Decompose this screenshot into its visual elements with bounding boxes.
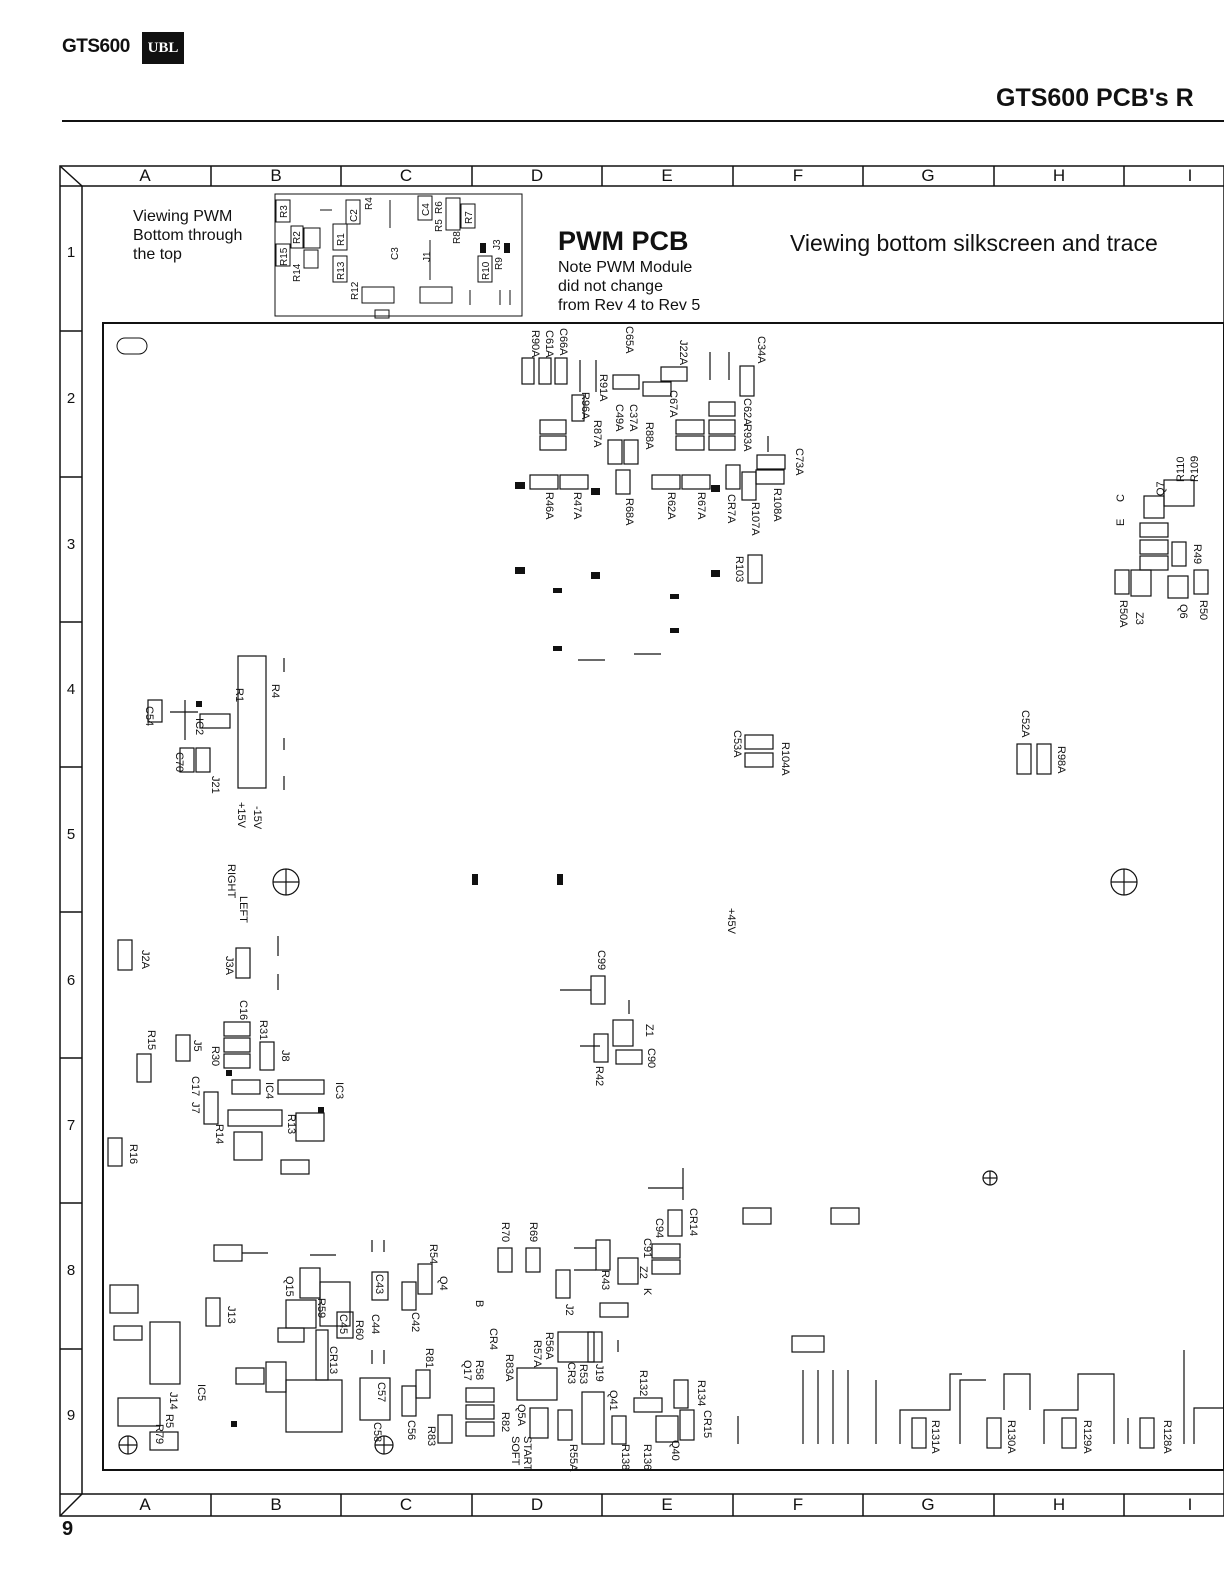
label-R107A: R107A [749, 502, 761, 536]
col-footer-D: D [530, 1495, 544, 1514]
row-header-8: 8 [66, 1262, 76, 1279]
inset-R12: R12 [350, 281, 361, 300]
inset-R1: R1 [336, 233, 347, 246]
row-header-9: 9 [66, 1407, 76, 1424]
inset-J3: J3 [492, 239, 503, 250]
label-R14: R14 [213, 1124, 225, 1145]
label-J3A: J3A [223, 956, 235, 975]
page-title: GTS600 PCB's R [996, 84, 1194, 112]
inset-R3: R3 [279, 205, 290, 218]
label-R54: R54 [427, 1244, 439, 1265]
label-R58: R58 [473, 1360, 485, 1381]
label-R43: R43 [599, 1270, 611, 1291]
label-CR14: CR14 [687, 1208, 699, 1237]
mounting-holes [119, 869, 1137, 1454]
inset-C2: C2 [349, 209, 360, 222]
label-R128A: R128A [1161, 1420, 1173, 1454]
col-footer-G: G [921, 1495, 935, 1514]
col-header-E: E [661, 166, 673, 185]
label-C17: C17 [189, 1076, 201, 1097]
inset-C3: C3 [390, 247, 401, 260]
label-C52A: C52A [1019, 710, 1031, 738]
label-LEFT: LEFT [237, 896, 249, 923]
label-R42: R42 [593, 1066, 605, 1087]
label-R81: R81 [423, 1348, 435, 1369]
inset-R2: R2 [292, 231, 303, 244]
label-R16: R16 [127, 1144, 139, 1165]
label-R62A: R62A [665, 492, 677, 520]
component-bodies [108, 358, 1208, 1450]
inset-R7: R7 [464, 211, 475, 224]
label-R53: R53 [577, 1364, 589, 1385]
label-C58: C58 [371, 1422, 383, 1443]
label-plus45v: +45V [725, 908, 737, 934]
inset-R13: R13 [336, 261, 347, 280]
label-C16: C16 [237, 1000, 249, 1021]
label-C61A: C61A [543, 330, 555, 358]
inset-R14: R14 [292, 263, 303, 282]
label-R56A: R56A [543, 1332, 555, 1360]
label-C42: C42 [409, 1312, 421, 1333]
label-C: C [1115, 494, 1127, 502]
label-R1: R1 [233, 688, 245, 703]
inset-R6: R6 [434, 201, 445, 214]
col-header-G: G [921, 166, 935, 185]
label-Z3: Z3 [1133, 612, 1145, 625]
label-CR13: CR13 [327, 1346, 339, 1375]
label-R131A: R131A [929, 1420, 941, 1454]
label-Q6: Q6 [1177, 604, 1189, 619]
label-R110: R110 [1175, 456, 1187, 482]
label-C65A: C65A [623, 326, 635, 354]
label-C91: C91 [641, 1238, 653, 1259]
label-IC5: IC5 [195, 1384, 207, 1402]
label-R83: R83 [425, 1426, 437, 1447]
label-R60: R60 [353, 1320, 365, 1341]
label-R134: R134 [695, 1380, 707, 1407]
inset-C4: C4 [421, 203, 432, 216]
label-R138: R138 [619, 1444, 631, 1471]
label-C66A: C66A [557, 328, 569, 356]
col-header-F: F [792, 166, 804, 185]
col-footer-H: H [1052, 1495, 1066, 1514]
label-R55A: R55A [567, 1444, 579, 1472]
inset-R8: R8 [452, 231, 463, 244]
label-R79: R79 [153, 1424, 165, 1445]
label-C99: C99 [595, 950, 607, 971]
label-C44: C44 [369, 1314, 381, 1335]
label-plus15v: +15V [235, 802, 247, 828]
label-C67A: C67A [667, 390, 679, 418]
page-number: 9 [62, 1518, 74, 1540]
label-R57A: R57A [531, 1340, 543, 1368]
label-R70: R70 [499, 1222, 511, 1243]
label-CR15: CR15 [701, 1410, 713, 1439]
inset-R4: R4 [364, 197, 375, 210]
label-J19: J19 [593, 1364, 605, 1382]
label-C53A: C53A [731, 730, 743, 758]
row-header-5: 5 [66, 826, 76, 843]
label-J2A: J2A [139, 950, 151, 969]
label-SOFT: SOFT [509, 1436, 521, 1466]
label-R90A: R90A [529, 330, 541, 358]
label-CR7A: CR7A [725, 494, 737, 524]
label-Q15: Q15 [283, 1276, 295, 1297]
label-J5: J5 [191, 1040, 203, 1052]
col-footer-B: B [270, 1495, 282, 1514]
label-Q4: Q4 [437, 1276, 449, 1291]
label-R87A: R87A [591, 420, 603, 448]
label-R59: R59 [315, 1298, 327, 1319]
label-R46A: R46A [543, 492, 555, 520]
label-IC3: IC3 [333, 1082, 345, 1100]
label-E: E [1115, 518, 1127, 526]
label-START: START [521, 1436, 533, 1472]
label-J2: J2 [563, 1304, 575, 1316]
label-R30: R30 [209, 1046, 221, 1067]
label-R31: R31 [257, 1020, 269, 1041]
col-header-I: I [1187, 166, 1193, 185]
label-R88A: R88A [643, 422, 655, 450]
label-Q7: Q7 [1155, 481, 1167, 496]
label-R130A: R130A [1005, 1420, 1017, 1454]
inset-R15: R15 [279, 247, 290, 266]
label-R93A: R93A [741, 424, 753, 452]
row-header-3: 3 [66, 536, 76, 553]
label-B: B [473, 1300, 485, 1308]
label-R15: R15 [145, 1030, 157, 1051]
label-R47A: R47A [571, 492, 583, 520]
label-J8: J8 [279, 1050, 291, 1062]
row-header-2: 2 [66, 390, 76, 407]
label-R50A: R50A [1117, 600, 1129, 628]
label-R49: R49 [1191, 544, 1203, 565]
label-R103: R103 [733, 556, 745, 583]
label-Q41: Q41 [607, 1390, 619, 1411]
inset-J1: J1 [422, 251, 433, 262]
viewing-pwm-note: Viewing PWM Bottom through the top [133, 208, 243, 263]
col-header-B: B [270, 166, 282, 185]
label-R136: R136 [641, 1444, 653, 1471]
label-R109: R109 [1189, 455, 1201, 482]
pwm-module-note: Note PWM Module did not change from Rev 4 to Rev 5 [558, 259, 701, 314]
label-J21: J21 [209, 776, 221, 794]
pwm-pcb-title: PWM PCB [558, 226, 689, 256]
jbl-logo: UBL [142, 32, 184, 64]
label-R68A: R68A [623, 498, 635, 526]
col-header-D: D [530, 166, 544, 185]
label-R98A: R98A [1055, 746, 1067, 774]
label-R13: R13 [285, 1114, 297, 1135]
label-C54: C54 [143, 706, 155, 727]
board-outline [103, 323, 1224, 1470]
label-R132: R132 [637, 1370, 649, 1397]
label-Z2: Z2 [637, 1266, 649, 1279]
label-C37A: C37A [627, 404, 639, 432]
label-C73A: C73A [793, 448, 805, 476]
label-R50: R50 [1197, 600, 1209, 621]
label-C45: C45 [337, 1314, 349, 1335]
label-R82: R82 [499, 1412, 511, 1433]
label-C57: C57 [375, 1382, 387, 1403]
label-minus15v: -15V [251, 806, 263, 830]
col-footer-C: C [399, 1495, 413, 1514]
row-header-6: 6 [66, 972, 76, 989]
label-RIGHT: RIGHT [225, 864, 237, 899]
label-J22A: J22A [677, 340, 689, 366]
label-Q40: Q40 [669, 1440, 681, 1461]
label-Z1: Z1 [643, 1024, 655, 1037]
label-J7: J7 [189, 1102, 201, 1114]
label-J13: J13 [225, 1306, 237, 1324]
label-R4: R4 [269, 684, 281, 699]
label-K: K [641, 1288, 653, 1296]
col-header-A: A [139, 166, 151, 185]
label-C49A: C49A [613, 404, 625, 432]
label-R96A: R96A [579, 392, 591, 420]
label-C70: C70 [173, 752, 185, 773]
label-C62A: C62A [741, 398, 753, 426]
label-C34A: C34A [755, 336, 767, 364]
col-footer-A: A [139, 1495, 151, 1514]
label-R67A: R67A [695, 492, 707, 520]
label-C56: C56 [405, 1420, 417, 1441]
model-name: GTS600 [62, 36, 130, 57]
label-R104A: R104A [779, 742, 791, 776]
label-R91A: R91A [597, 374, 609, 402]
label-C94: C94 [653, 1218, 665, 1239]
col-header-H: H [1052, 166, 1066, 185]
label-J14: J14 [167, 1392, 179, 1410]
label-Q17: Q17 [461, 1360, 473, 1381]
inset-R9: R9 [494, 257, 505, 270]
inset-R10: R10 [481, 261, 492, 280]
label-R129A: R129A [1081, 1420, 1093, 1454]
col-footer-F: F [792, 1495, 804, 1514]
label-IC2: IC2 [193, 718, 205, 736]
col-footer-I: I [1187, 1495, 1193, 1514]
label-R108A: R108A [771, 488, 783, 522]
row-header-1: 1 [66, 244, 76, 261]
label-IC4: IC4 [263, 1082, 275, 1100]
label-R69: R69 [527, 1222, 539, 1243]
inset-R5: R5 [434, 219, 445, 232]
label-Q5A: Q5A [515, 1404, 527, 1427]
label-R83A: R83A [503, 1354, 515, 1382]
viewing-bottom-note: Viewing bottom silkscreen and trace [790, 230, 1158, 256]
label-C43: C43 [373, 1274, 385, 1295]
row-header-7: 7 [66, 1117, 76, 1134]
label-C90: C90 [645, 1048, 657, 1069]
col-footer-E: E [661, 1495, 673, 1514]
label-R5: R5 [163, 1414, 175, 1429]
label-CR4: CR4 [487, 1328, 499, 1351]
col-header-C: C [399, 166, 413, 185]
row-header-4: 4 [66, 681, 76, 698]
label-CR3: CR3 [565, 1362, 577, 1385]
